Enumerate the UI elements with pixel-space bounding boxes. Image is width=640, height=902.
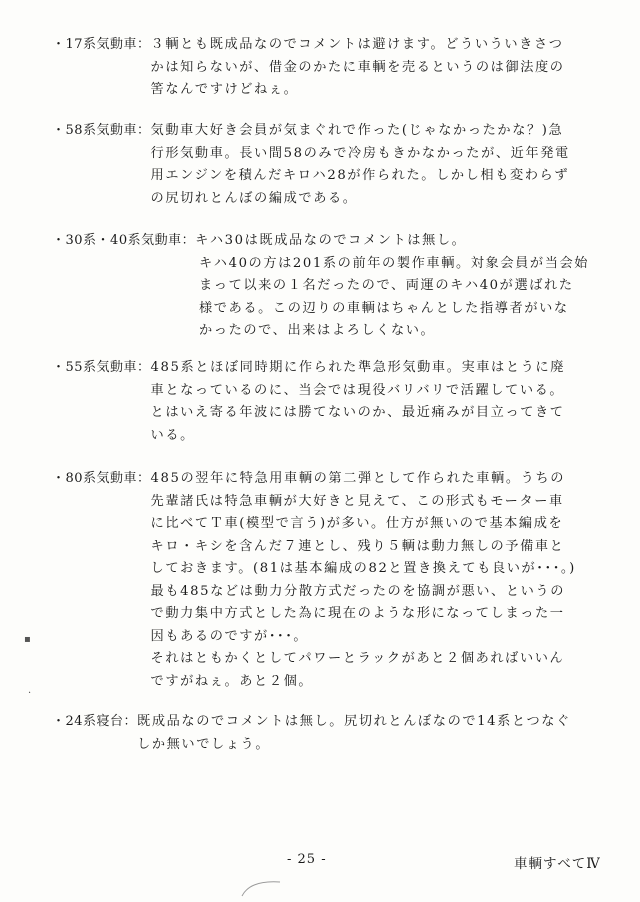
- text-line: 既成品なのでコメントは無し。尻切れとんぼなので14系とつなぐ: [137, 714, 571, 729]
- text-line: いる。: [150, 427, 195, 443]
- entry-body: [195, 230, 612, 253]
- text-line: キハ30は既成品なのでコメントは無し。: [195, 233, 467, 248]
- text-line: に比べてＴ車(模型で言う)が多い。仕方が無いので基本編成を: [150, 516, 564, 531]
- entry-body: [151, 34, 612, 102]
- text-line: ３輌とも既成品なのでコメントは避けます。どういういきさつ: [150, 37, 564, 52]
- text-line: で動力集中方式とした為に現在のような形になってしまった一: [150, 606, 565, 621]
- text-line: それはともかくとしてパワーとラックがあと２個あればいいん: [150, 651, 565, 666]
- entry-body: [151, 357, 612, 447]
- footer-title: 車輌すべてⅣ: [514, 856, 601, 872]
- text-line: 様である。この辺りの車輌はちゃんとした指導者がいな: [199, 300, 569, 316]
- entry-label: ・30系・40系気動車：: [52, 233, 196, 248]
- entry-body: [137, 711, 612, 756]
- text-line: 485の翌年に特急用車輌の第二弾として作られた車輌。うちの: [150, 471, 565, 486]
- text-line: とはいえ寄る年波には勝てないのか、最近痛みが目立ってきて: [150, 405, 565, 420]
- entry-label: ・17系気動車：: [52, 37, 151, 52]
- text-line: キハ40の方は201系の前年の製作車輌。対象会員が当会始: [199, 255, 590, 271]
- entry-label: ・58系気動車：: [52, 123, 151, 138]
- entry-body: [151, 468, 612, 693]
- entry-17-series: [52, 34, 612, 102]
- scan-speck: ·: [28, 688, 32, 699]
- text-line: 車となっているのに、当会では現役バリバリで活躍している。: [150, 382, 565, 398]
- text-line: まって以来の１名だったので、両運のキハ40が選ばれた: [199, 278, 574, 293]
- text-line: 先輩諸氏は特急車輌が大好きと見えて、この形式もモーター車: [150, 493, 564, 509]
- text-line: かったので、出来はよろしくない。: [199, 323, 436, 338]
- entry-continuation: [199, 253, 612, 343]
- entry-58-series: [52, 120, 612, 210]
- entry-30-40-series: [52, 230, 612, 343]
- text-line: しておきます。(81は基本編成の82と置き換えても良いが･･･。): [150, 561, 576, 576]
- scan-artifact-curve: [240, 878, 300, 898]
- text-line: 因もあるのですが･･･。: [150, 628, 309, 644]
- entry-label: ・24系寝台：: [52, 714, 138, 729]
- entry-label: ・55系気動車：: [52, 360, 151, 375]
- text-line: 用エンジンを積んだキロハ28が作られた。しかし相も変わらず: [150, 168, 570, 183]
- entry-80-series: [52, 468, 612, 693]
- text-line: 筈なんですけどねぇ。: [150, 82, 299, 97]
- entry-body: [151, 120, 612, 210]
- text-line: キロ・キシを含んだ７連とし、残り５輌は動力無しの予備車と: [150, 538, 565, 554]
- text-line: 最も485などは動力分散方式だったのを協調が悪い、というの: [150, 583, 565, 599]
- text-line: 485系とほぼ同時期に作られた準急形気動車。実車はとうに廃: [150, 360, 565, 375]
- text-line: ですがねぇ。あと２個。: [150, 673, 314, 689]
- text-line: 行形気動車。長い間58のみで冷房もきかなかったが、近年発電: [150, 145, 570, 161]
- text-line: 気動車大好き会員が気まぐれで作った(じゃなかったかな？)急: [150, 123, 564, 138]
- text-line: の尻切れとんぼの編成である。: [150, 190, 358, 206]
- page-number: - 25 -: [287, 852, 327, 867]
- entry-24-series: [52, 711, 612, 756]
- text-line: しか無いでしょう。: [137, 736, 271, 752]
- scan-speck: ▪: [24, 634, 31, 645]
- entry-55-series: [52, 357, 612, 447]
- text-line: かは知らないが、借金のかたに車輌を売るというのは御法度の: [150, 59, 565, 75]
- entry-label: ・80系気動車：: [52, 471, 151, 486]
